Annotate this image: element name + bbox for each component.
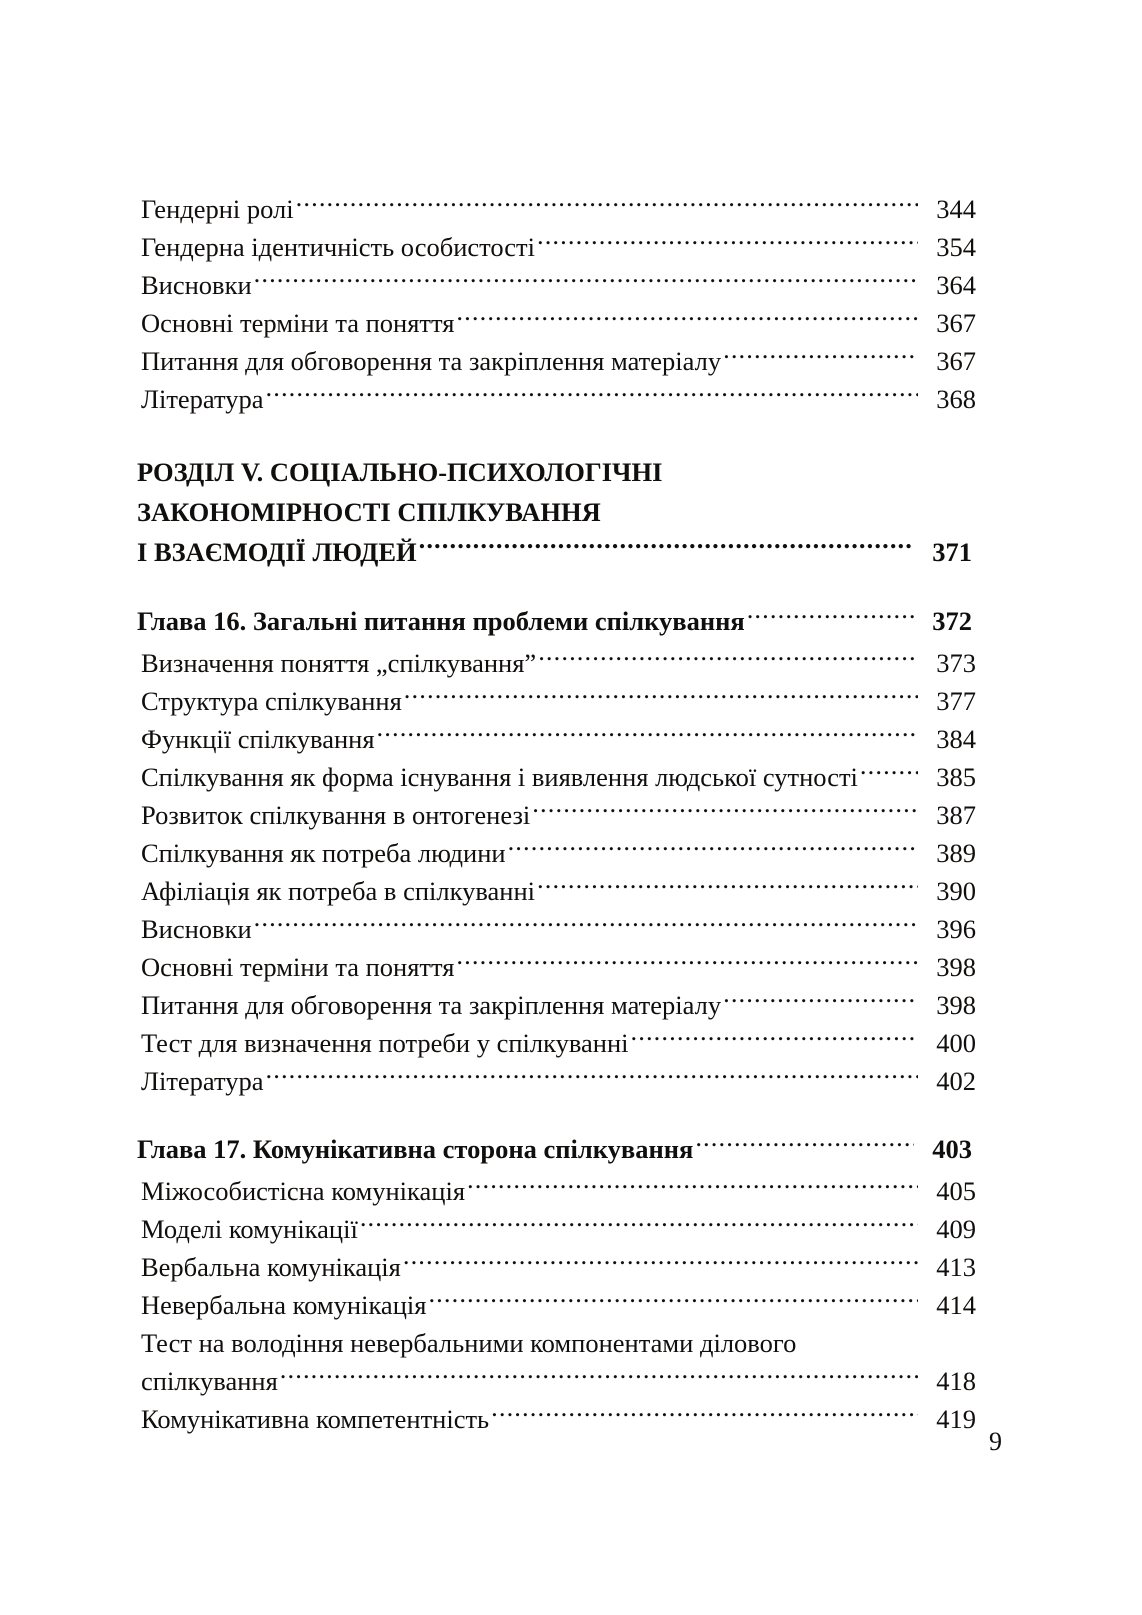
- dot-leader: [631, 1026, 919, 1053]
- toc-entry-page: 413: [936, 1252, 976, 1282]
- toc-part-heading-lastline: [137, 532, 972, 572]
- toc-entry[interactable]: [137, 834, 976, 872]
- toc-entry[interactable]: [137, 1172, 976, 1210]
- toc-entry[interactable]: [137, 380, 976, 418]
- dot-leader: [537, 230, 918, 257]
- dot-leader: [747, 604, 914, 631]
- toc-entry-page: 390: [936, 876, 976, 906]
- toc-entry-title: Визначення поняття „спілкування”: [141, 648, 537, 678]
- toc-entry[interactable]: [137, 1210, 976, 1248]
- dot-leader: [360, 1212, 918, 1239]
- toc-chapter-page: 372: [932, 606, 972, 636]
- toc-entry[interactable]: [137, 1286, 976, 1324]
- toc-entry-title: Питання для обговорення та закріплення матеріалу: [141, 346, 722, 376]
- toc-entry-title: Література: [141, 1066, 264, 1096]
- toc-entry[interactable]: [137, 1248, 976, 1286]
- toc-entry[interactable]: [137, 1024, 976, 1062]
- toc-entry-page: 344: [936, 194, 976, 224]
- toc-entry-page: 385: [936, 762, 976, 792]
- dot-leader: [456, 950, 918, 977]
- dot-leader: [254, 912, 918, 939]
- toc-entry-page: 367: [936, 308, 976, 338]
- toc-entry-title: Спілкування як потреба людини: [141, 838, 506, 868]
- toc-part-title: І ВЗАЄМОДІЇ ЛЮДЕЙ: [137, 537, 417, 567]
- dot-leader: [491, 1402, 918, 1429]
- toc-entry[interactable]: [137, 796, 976, 834]
- toc-entry-page: 373: [936, 648, 976, 678]
- toc-entry-page: 405: [936, 1176, 976, 1206]
- toc-entry[interactable]: [137, 644, 976, 682]
- dot-leader: [254, 268, 918, 295]
- dot-leader: [266, 1064, 919, 1091]
- toc-entry-title: Гендерна ідентичність особистості: [141, 232, 535, 262]
- toc-entry[interactable]: [137, 758, 976, 796]
- toc-entry-page: 387: [936, 800, 976, 830]
- toc-entry-title: Структура спілкування: [141, 686, 402, 716]
- toc-entry-title: Афіліація як потреба в спілкуванні: [141, 876, 535, 906]
- dot-leader: [860, 760, 918, 787]
- toc-entry-page: 414: [936, 1290, 976, 1320]
- toc-entry[interactable]: [137, 986, 976, 1024]
- toc-entry-page: 398: [936, 952, 976, 982]
- toc-entry-wrapped-line1: Тест на володіння невербальними компонентами ділового: [141, 1328, 797, 1358]
- toc-entry[interactable]: [137, 910, 976, 948]
- toc-entry-title: Функції спілкування: [141, 724, 375, 754]
- toc-chapter-page: 403: [932, 1134, 972, 1164]
- toc-entry-page: 368: [936, 384, 976, 414]
- toc-entry-page: 409: [936, 1214, 976, 1244]
- toc-entry[interactable]: [137, 1362, 976, 1400]
- toc-entry[interactable]: [137, 304, 976, 342]
- toc-entry-page: 364: [936, 270, 976, 300]
- toc-entry-page: 396: [936, 914, 976, 944]
- toc-entry-title: Тест для визначення потреби у спілкуванні: [141, 1028, 629, 1058]
- dot-leader: [532, 798, 918, 825]
- toc-entry[interactable]: [137, 266, 976, 304]
- toc-entry-page: 398: [936, 990, 976, 1020]
- toc-entry[interactable]: [137, 682, 976, 720]
- toc-entry[interactable]: [137, 1400, 976, 1438]
- dot-leader: [428, 1288, 918, 1315]
- dot-leader: [404, 684, 918, 711]
- dot-leader: [538, 646, 918, 673]
- dot-leader: [456, 306, 918, 333]
- dot-leader: [723, 988, 918, 1015]
- table-of-contents: [137, 190, 976, 1438]
- toc-entry-page: 377: [936, 686, 976, 716]
- dot-leader: [296, 192, 918, 219]
- toc-entry-title: Розвиток спілкування в онтогенезі: [141, 800, 531, 830]
- toc-entry[interactable]: [137, 948, 976, 986]
- page-folio: 9: [989, 1427, 1002, 1456]
- toc-entry[interactable]: [137, 342, 976, 380]
- toc-part-page: 371: [932, 537, 972, 567]
- toc-entry-page: 389: [936, 838, 976, 868]
- dot-leader: [467, 1174, 918, 1201]
- toc-part-heading-line: РОЗДІЛ V. СОЦІАЛЬНО-ПСИХОЛОГІЧНІ: [137, 457, 663, 487]
- toc-entry-page: 354: [936, 232, 976, 262]
- dot-leader: [537, 874, 918, 901]
- toc-entry-title: Література: [141, 384, 264, 414]
- toc-entry-title: Міжособистісна комунікація: [141, 1176, 466, 1206]
- toc-entry-page: 419: [936, 1404, 976, 1434]
- toc-part-heading-line: ЗАКОНОМІРНОСТІ СПІЛКУВАННЯ: [137, 497, 601, 527]
- toc-entry-title: Моделі комунікації: [141, 1214, 358, 1244]
- toc-entry[interactable]: [137, 872, 976, 910]
- toc-entry-title: Комунікативна компетентність: [141, 1404, 490, 1434]
- toc-entry-title: Вербальна комунікація: [141, 1252, 401, 1282]
- toc-entry-page: 400: [936, 1028, 976, 1058]
- toc-entry-page: 367: [936, 346, 976, 376]
- toc-entry[interactable]: [137, 190, 976, 228]
- toc-entry[interactable]: [137, 1062, 976, 1100]
- dot-leader: [280, 1364, 918, 1391]
- toc-entry-title: Гендерні ролі: [141, 194, 294, 224]
- toc-part-heading[interactable]: [137, 452, 972, 572]
- toc-entry-title: спілкування: [141, 1366, 278, 1396]
- toc-chapter-heading[interactable]: [137, 1130, 972, 1168]
- toc-entry-title: Висновки: [141, 270, 252, 300]
- toc-entry-title: Невербальна комунікація: [141, 1290, 427, 1320]
- toc-chapter-heading[interactable]: [137, 602, 972, 640]
- toc-entry-page: 384: [936, 724, 976, 754]
- toc-entry-title: Висновки: [141, 914, 252, 944]
- toc-entry-title: Основні терміни та поняття: [141, 308, 455, 338]
- toc-entry[interactable]: [137, 720, 976, 758]
- toc-entry-title: Питання для обговорення та закріплення матеріалу: [141, 990, 722, 1020]
- dot-leader: [723, 344, 918, 371]
- toc-entry-title: Спілкування як форма існування і виявлення людської сутності: [141, 762, 858, 792]
- dot-leader: [377, 722, 918, 749]
- dot-leader: [419, 535, 914, 562]
- toc-entry-page: 418: [936, 1366, 976, 1396]
- toc-entry[interactable]: [137, 228, 976, 266]
- dot-leader: [266, 382, 919, 409]
- toc-entry-title: Основні терміни та поняття: [141, 952, 455, 982]
- dot-leader: [403, 1250, 918, 1277]
- dot-leader: [695, 1132, 914, 1159]
- toc-entry-page: 402: [936, 1066, 976, 1096]
- dot-leader: [508, 836, 918, 863]
- toc-chapter-title: Глава 17. Комунікативна сторона спілкування: [137, 1134, 694, 1164]
- toc-chapter-title: Глава 16. Загальні питання проблеми спілкування: [137, 606, 745, 636]
